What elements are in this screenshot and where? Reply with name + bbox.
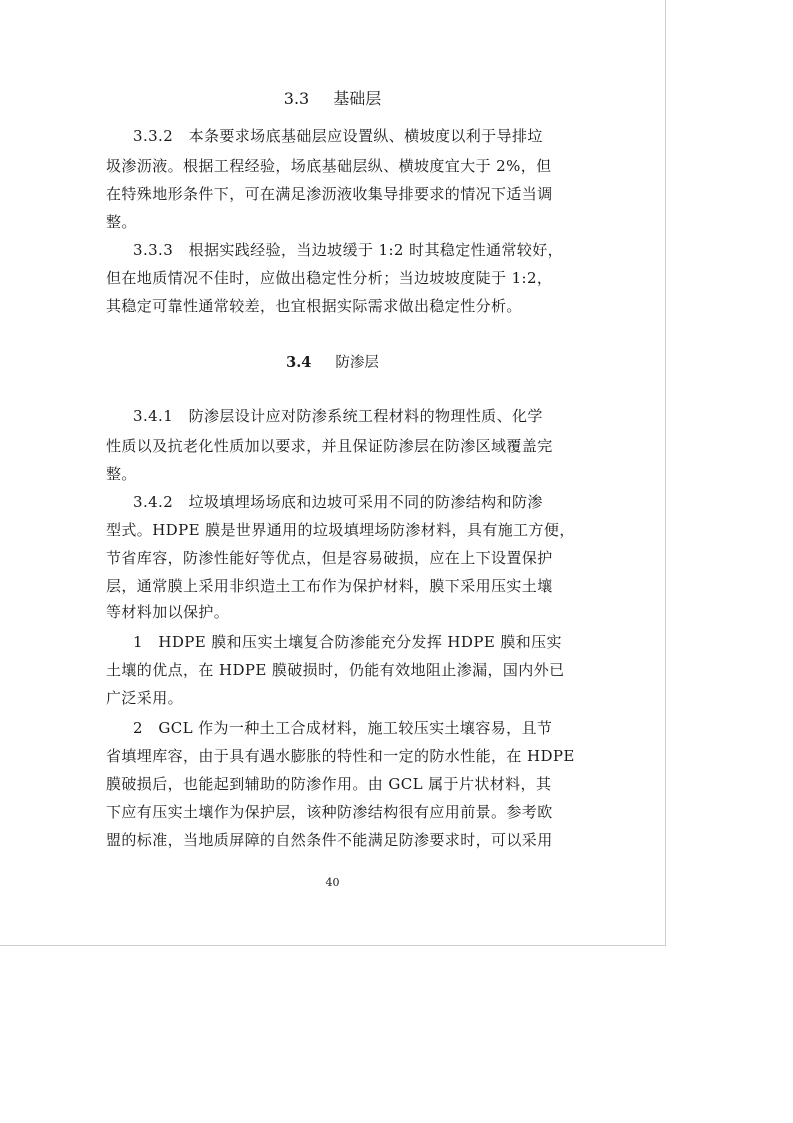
paragraph-3-4-1-line: 性质以及抗老化性质加以要求，并且保证防渗层在防渗区域覆盖完 bbox=[106, 437, 553, 455]
paragraph-3-3-3-line: 其稳定可靠性通常较差，也宜根据实际需求做出稳定性分析。 bbox=[106, 297, 522, 315]
list-item-2-line: 省填埋库容，由于具有遇水膨胀的特性和一定的防水性能，在 HDPE bbox=[106, 747, 575, 765]
section-number: 3.4 bbox=[286, 354, 312, 371]
paragraph-3-3-2-line: 3.3.2 本条要求场底基础层应设置纵、横坡度以利于导排垃 bbox=[133, 127, 543, 145]
list-item-2-line: 2 GCL 作为一种土工合成材料，施工较压实土壤容易，且节 bbox=[133, 719, 553, 737]
section-heading-3-4 bbox=[0, 351, 665, 372]
list-item-2-line: 下应有压实土壤作为保护层，该种防渗结构很有应用前景。参考欧 bbox=[106, 803, 553, 821]
list-item-1-line: 广泛采用。 bbox=[106, 689, 184, 707]
section-title: 基础层 bbox=[333, 89, 382, 108]
list-item-1-line: 1 HDPE 膜和压实土壤复合防渗能充分发挥 HDPE 膜和压实 bbox=[133, 633, 562, 651]
list-item-1-line: 土壤的优点，在 HDPE 膜破损时，仍能有效地阻止渗漏，国内外已 bbox=[106, 661, 565, 679]
paragraph-3-4-2-line: 3.4.2 垃圾填埋场场底和边坡可采用不同的防渗结构和防渗 bbox=[133, 493, 543, 511]
paragraph-3-3-3-line: 3.3.3 根据实践经验，当边坡缓于 1:2 时其稳定性通常较好， bbox=[133, 241, 564, 259]
section-number: 3.3 bbox=[283, 89, 310, 108]
paragraph-3-3-2-line: 在特殊地形条件下，可在满足渗沥液收集导排要求的情况下适当调 bbox=[106, 185, 553, 203]
paragraph-3-3-2-line: 圾渗沥液。根据工程经验，场底基础层纵、横坡度宜大于 2%，但 bbox=[106, 157, 552, 175]
paragraph-3-4-2-line: 节省库容，防渗性能好等优点，但是容易破损，应在上下设置保护 bbox=[106, 549, 553, 567]
page-number: 40 bbox=[325, 876, 340, 889]
paragraph-3-4-1-line: 3.4.1 防渗层设计应对防渗系统工程材料的物理性质、化学 bbox=[133, 407, 543, 425]
paragraph-3-4-1-line: 整。 bbox=[106, 465, 137, 483]
paragraph-3-4-2-line: 层，通常膜上采用非织造土工布作为保护材料，膜下采用压实土壤 bbox=[106, 577, 553, 595]
section-heading-3-3 bbox=[0, 86, 665, 109]
paragraph-3-3-2-line: 整。 bbox=[106, 213, 137, 231]
paragraph-3-3-3-line: 但在地质情况不佳时，应做出稳定性分析；当边坡坡度陡于 1:2， bbox=[106, 269, 553, 287]
section-title: 防渗层 bbox=[335, 355, 379, 371]
list-item-2-line: 盟的标准，当地质屏障的自然条件不能满足防渗要求时，可以采用 bbox=[106, 831, 553, 849]
paragraph-3-4-2-line: 等材料加以保护。 bbox=[106, 603, 230, 621]
paragraph-3-4-2-line: 型式。HDPE 膜是世界通用的垃圾填埋场防渗材料，具有施工方便， bbox=[106, 521, 575, 539]
list-item-2-line: 膜破损后，也能起到辅助的防渗作用。由 GCL 属于片状材料，其 bbox=[106, 775, 552, 793]
